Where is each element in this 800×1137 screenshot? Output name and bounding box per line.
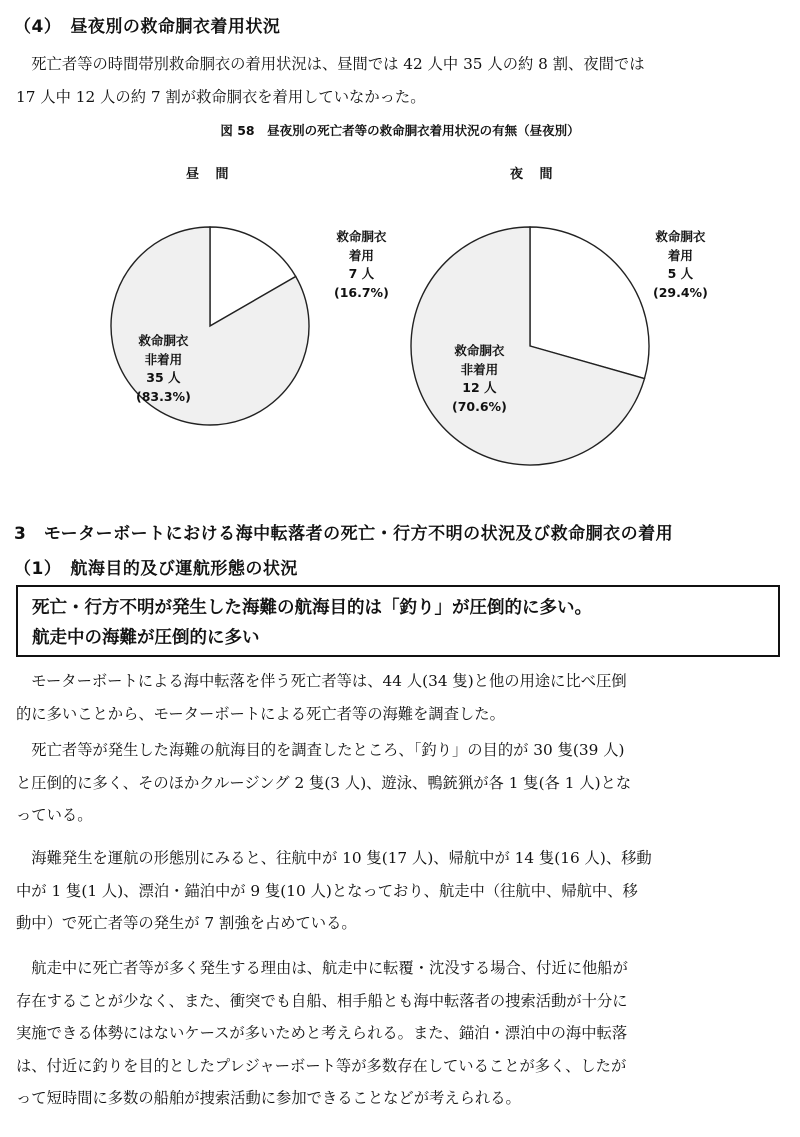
pie-label-line: (16.7%) — [334, 284, 389, 300]
summary-line: 航走中の海難が圧倒的に多い — [32, 628, 260, 648]
text-line: 動中）で死亡者等の発生が 7 割強を占めている。 — [16, 914, 357, 932]
pie-label-line: 救命胴衣 — [138, 333, 189, 348]
text-line: は、付近に釣りを目的としたプレジャーボート等が多数存在していることが多く、したが — [16, 1056, 627, 1075]
text-line: って短時間に多数の船舶が捜索活動に参加できることなどが考えられる。 — [16, 1089, 521, 1107]
pie-title-nighttime: 夜 間 — [510, 167, 559, 182]
text-line: 死亡者等の時間帯別救命胴衣の着用状況は、昼間では 42 人中 35 人の約 8 割、夜間では — [16, 55, 645, 73]
section-4-heading: （4） 昼夜別の救命胴衣着用状況 — [14, 17, 281, 37]
summary-box — [16, 585, 780, 657]
pie-label-line: 救命胴衣 — [454, 343, 505, 358]
summary-line: 死亡・行方不明が発生した海難の航海目的は「釣り」が圧倒的に多い。 — [32, 598, 592, 618]
text-line: モーターボートによる海中転落を伴う死亡者等は、44 人(34 隻)と他の用途に比べ圧倒 — [16, 672, 627, 690]
text-line: 海難発生を運航の形態別にみると、往航中が 10 隻(17 人)、帰航中が 14 隻(16 人)、移動 — [16, 849, 652, 867]
section-4-paragraph — [16, 48, 786, 113]
figure-caption: 図 58 昼夜別の死亡者等の救命胴衣着用状況の有無（昼夜別） — [220, 123, 580, 138]
text-line: 存在することが少なく、また、衝突でも自船、相手船とも海中転落者の捜索活動が十分に — [16, 991, 628, 1010]
pie-label-line: 着用 — [348, 247, 374, 263]
pie-label-line: 12 人 — [462, 380, 497, 395]
text-line: と圧倒的に多く、そのほかクルージング 2 隻(3 人)、遊泳、鴨銃猟が各 1 隻(各 1 人)とな — [16, 773, 632, 792]
text-line: 中が 1 隻(1 人)、漂泊・錨泊中が 9 隻(10 人)となっており、航走中（往航中、帰航中、移 — [16, 881, 638, 900]
pie-label-not-worn-daytime — [136, 332, 191, 406]
pie-label-line: 非着用 — [460, 361, 499, 377]
pie-label-line: 7 人 — [348, 266, 375, 281]
pie-title-daytime: 昼 間 — [186, 167, 235, 182]
body-paragraph — [16, 665, 786, 730]
pie-label-line: 救命胴衣 — [336, 229, 387, 244]
body-paragraph — [16, 842, 786, 940]
text-line: 的に多いことから、モーターボートによる死亡者等の海難を調査した。 — [16, 704, 505, 723]
body-paragraph — [16, 952, 786, 1115]
pie-label-worn-daytime — [334, 228, 389, 302]
section-3-heading: 3 モーターボートにおける海中転落者の死亡・行方不明の状況及び救命胴衣の着用 — [14, 524, 674, 544]
pie-label-line: 35 人 — [146, 370, 181, 385]
pie-label-line: 着用 — [667, 247, 693, 263]
pie-label-line: (83.3%) — [136, 388, 191, 404]
pie-label-line: (29.4%) — [653, 284, 708, 300]
pie-label-line: 5 人 — [667, 266, 694, 281]
text-line: 実施できる体勢にはないケースが多いためと考えられる。また、錨泊・漂泊中の海中転落 — [16, 1024, 628, 1042]
body-paragraph — [16, 734, 786, 832]
pie-label-not-worn-nighttime — [452, 342, 507, 416]
pie-label-line: 救命胴衣 — [655, 229, 706, 244]
text-line: っている。 — [16, 806, 93, 824]
pie-label-worn-nighttime — [653, 228, 708, 302]
pie-chart-nighttime — [410, 226, 650, 466]
text-line: 17 人中 12 人の約 7 割が救命胴衣を着用していなかった。 — [16, 87, 426, 106]
pie-label-line: (70.6%) — [452, 398, 507, 414]
text-line: 航走中に死亡者等が多く発生する理由は、航走中に転覆・沈没する場合、付近に他船が — [16, 959, 628, 977]
section-3-1-heading: （1） 航海目的及び運航形態の状況 — [14, 559, 298, 579]
pie-label-line: 非着用 — [144, 351, 183, 367]
text-line: 死亡者等が発生した海難の航海目的を調査したところ、「釣り」の目的が 30 隻(39 人) — [16, 741, 625, 759]
